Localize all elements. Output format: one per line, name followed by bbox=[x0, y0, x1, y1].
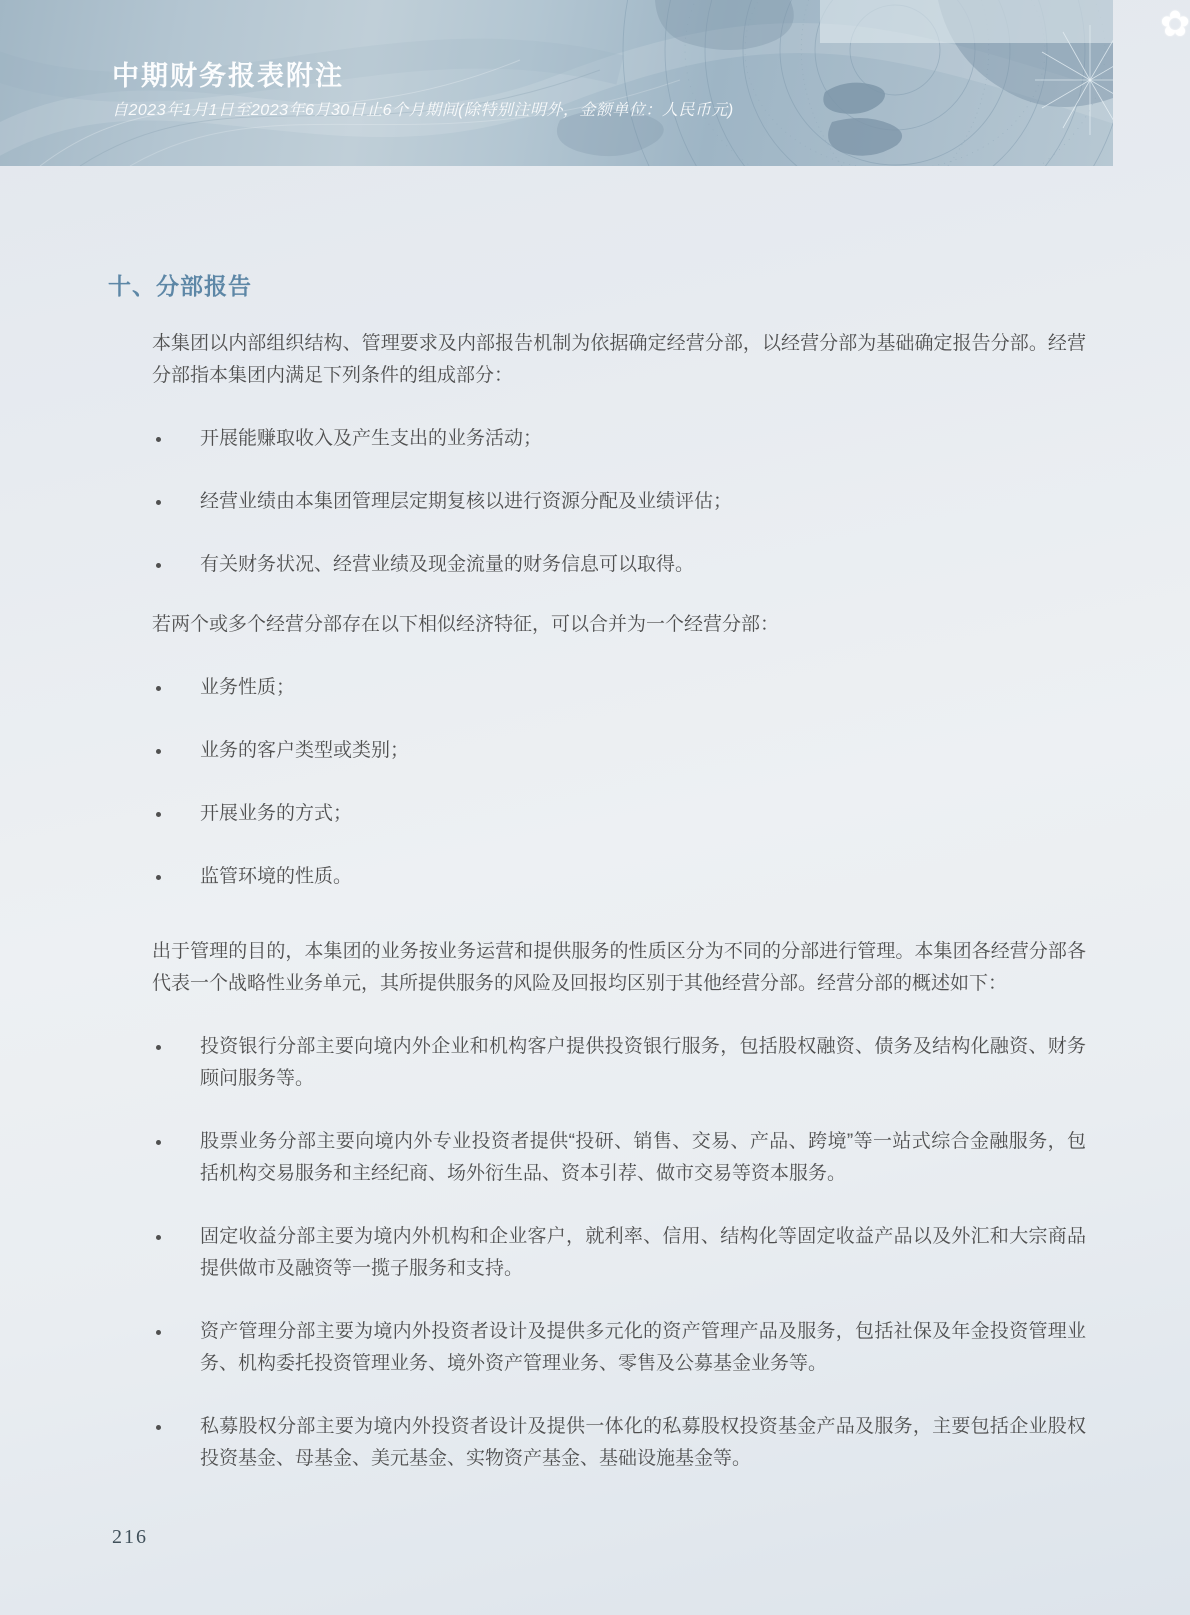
list-item bbox=[200, 735, 1086, 767]
list-item-text: 业务的客户类型或类别； bbox=[200, 740, 410, 761]
list-item bbox=[200, 798, 1086, 830]
bullet-dot bbox=[156, 875, 161, 880]
list-item bbox=[200, 1411, 1086, 1475]
header-subtitle: 自2023年1月1日至2023年6月30日止6个月期间(除特别注明外，金额单位：人民币元) bbox=[112, 102, 734, 119]
page-header bbox=[0, 0, 1113, 166]
header-highlight-band bbox=[820, 0, 1113, 43]
bullet-dot bbox=[156, 500, 161, 505]
list-item bbox=[200, 672, 1086, 704]
bullet-dot bbox=[156, 1235, 161, 1240]
page-number: 216 bbox=[112, 1526, 148, 1548]
list-item-text: 经营业绩由本集团管理层定期复核以进行资源分配及业绩评估； bbox=[200, 491, 733, 512]
list-item bbox=[200, 486, 1086, 518]
list-item-text: 开展业务的方式； bbox=[200, 803, 353, 824]
list-item-text: 开展能赚取收入及产生支出的业务活动； bbox=[200, 428, 543, 449]
list-item-text: 固定收益分部主要为境内外机构和企业客户，就利率、信用、结构化等固定收益产品以及外汇和大宗商品提供做市及融资等一揽子服务和支持。 bbox=[200, 1226, 1086, 1279]
list-item-text: 有关财务状况、经营业绩及现金流量的财务信息可以取得。 bbox=[200, 554, 695, 575]
bullet-dot bbox=[156, 1140, 161, 1145]
list-item-text: 监管环境的性质。 bbox=[200, 866, 353, 887]
list-item-text: 私募股权分部主要为境内外投资者设计及提供一体化的私募股权投资基金产品及服务，主要包括企业股权投资基金、母基金、美元基金、实物资产基金、基础设施基金等。 bbox=[200, 1416, 1086, 1469]
bullet-dot bbox=[156, 563, 161, 568]
bullet-dot bbox=[156, 1045, 161, 1050]
list-item bbox=[200, 1031, 1086, 1095]
list-item bbox=[200, 423, 1086, 455]
list-item bbox=[200, 1126, 1086, 1190]
bullet-dot bbox=[156, 1425, 161, 1430]
snowflake-icon: ✿ bbox=[1160, 3, 1190, 44]
bullet-dot bbox=[156, 437, 161, 442]
bullet-dot bbox=[156, 1330, 161, 1335]
list-item bbox=[200, 861, 1086, 893]
bullet-dot bbox=[156, 749, 161, 754]
header-title: 中期财务报表附注 bbox=[112, 61, 344, 91]
bullet-dot bbox=[156, 812, 161, 817]
list-item-text: 投资银行分部主要向境内外企业和机构客户提供投资银行服务，包括股权融资、债务及结构化融资、财务顾问服务等。 bbox=[200, 1036, 1086, 1089]
bullet-dot bbox=[156, 686, 161, 691]
paragraph-merge-intro: 若两个或多个经营分部存在以下相似经济特征，可以合并为一个经营分部： bbox=[152, 614, 780, 635]
list-item bbox=[200, 1316, 1086, 1380]
section-content bbox=[0, 166, 1190, 1475]
paragraph-intro: 本集团以内部组织结构、管理要求及内部报告机制为依据确定经营分部，以经营分部为基础确定报告分部。经营分部指本集团内满足下列条件的组成部分： bbox=[152, 333, 1086, 386]
section-title: 十、分部报告 bbox=[108, 273, 252, 299]
list-item bbox=[200, 1221, 1086, 1285]
list-item bbox=[200, 549, 1086, 581]
paragraph-management: 出于管理的目的，本集团的业务按业务运营和提供服务的性质区分为不同的分部进行管理。本集团各经营分部各代表一个战略性业务单元，其所提供服务的风险及回报均区别于其他经营分部。经营分部的概述如下： bbox=[152, 941, 1086, 994]
list-item-text: 业务性质； bbox=[200, 677, 296, 698]
list-item-text: 资产管理分部主要为境内外投资者设计及提供多元化的资产管理产品及服务，包括社保及年金投资管理业务、机构委托投资管理业务、境外资产管理业务、零售及公募基金业务等。 bbox=[200, 1321, 1086, 1374]
list-item-text: 股票业务分部主要向境内外专业投资者提供“投研、销售、交易、产品、跨境”等一站式综合金融服务，包括机构交易服务和主经纪商、场外衍生品、资本引荐、做市交易等资本服务。 bbox=[200, 1131, 1086, 1184]
